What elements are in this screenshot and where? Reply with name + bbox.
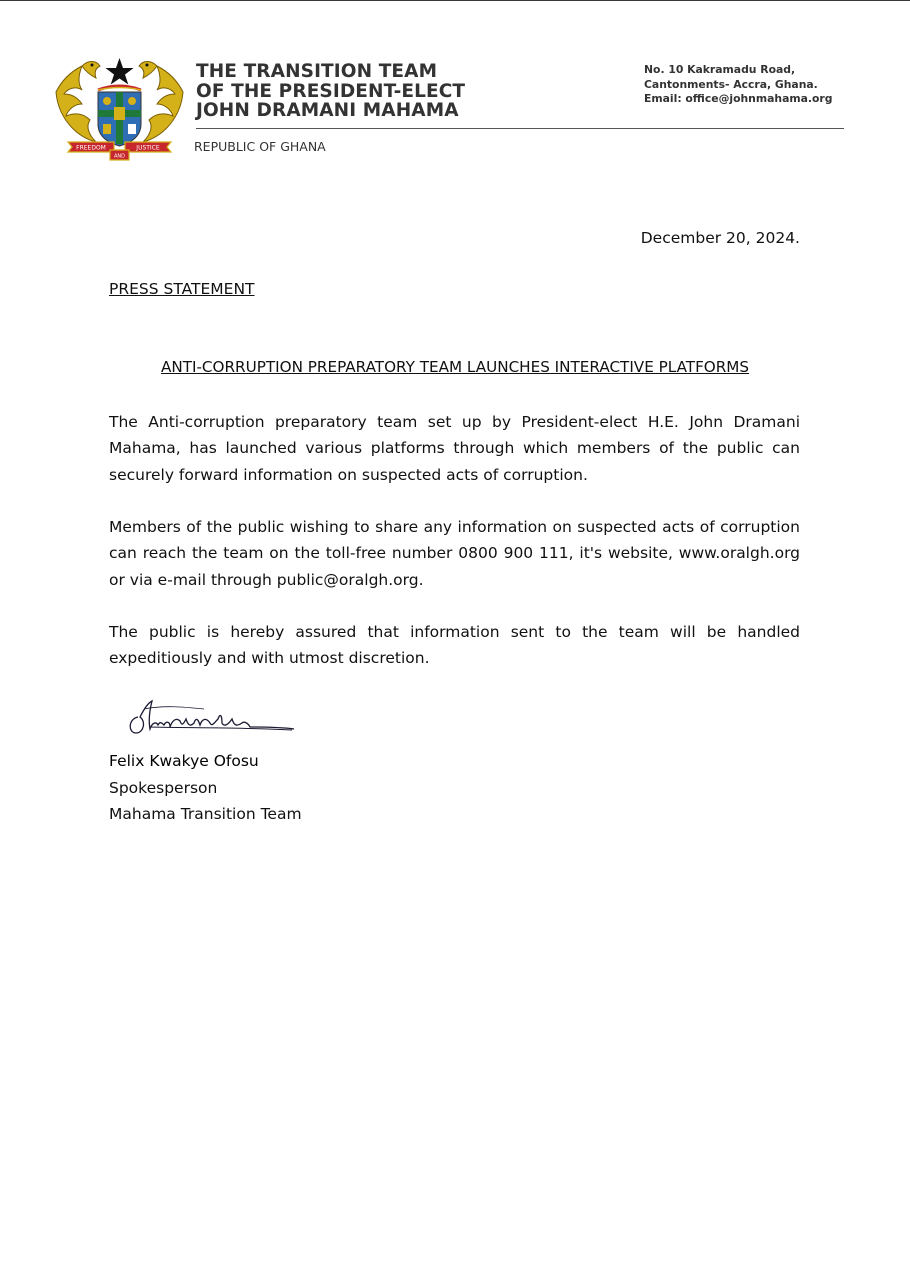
contact-text: Members of the public wishing to share any information on suspected acts of corruption can reach the team on the toll-free number — [109, 518, 800, 563]
black-star-icon — [106, 58, 134, 85]
motto-and: AND — [113, 153, 126, 160]
signatory-team: Mahama Transition Team — [109, 805, 302, 823]
shield-icon — [98, 92, 141, 146]
toll-free-number: 0800 900 111 — [458, 544, 569, 563]
org-title-line: THE TRANSITION TEAM — [196, 61, 438, 82]
top-border — [0, 0, 910, 1]
paragraph-contact — [109, 514, 800, 593]
address-line: No. 10 Kakramadu Road, — [644, 63, 796, 76]
email-link[interactable]: public@oralgh.org. — [276, 570, 424, 589]
signatory-name: Felix Kwakye Ofosu — [109, 752, 259, 770]
left-eagle-icon — [56, 62, 100, 143]
document-date: December 20, 2024. — [640, 229, 800, 247]
paragraph-assurance: The public is hereby assured that information sent to the team will be handled expeditiously and with utmost discretion. — [109, 623, 800, 668]
address-line: Cantonments- Accra, Ghana. — [644, 77, 818, 91]
organization-title — [196, 62, 465, 121]
header-divider — [196, 128, 844, 129]
motto-freedom: FREEDOM — [76, 144, 106, 152]
headline: ANTI-CORRUPTION PREPARATORY TEAM LAUNCHES INTERACTIVE PLATFORMS — [160, 358, 750, 376]
org-title-line: OF THE PRESIDENT-ELECT — [196, 80, 466, 102]
contact-text: or via e-mail through — [109, 570, 277, 589]
contact-text: , it's website, — [568, 544, 679, 563]
country-label: REPUBLIC OF GHANA — [194, 139, 326, 154]
motto-justice: JUSTICE — [136, 144, 160, 152]
press-statement-label: PRESS STATEMENT — [109, 280, 255, 298]
address-email: Email: office@johnmahama.org — [644, 92, 833, 105]
signatory-block — [109, 748, 302, 828]
handwritten-signature — [124, 697, 299, 743]
signatory-role: Spokesperson — [109, 778, 218, 797]
ghana-coat-of-arms-icon — [52, 50, 187, 165]
org-title-line: JOHN DRAMANI MAHAMA — [196, 100, 459, 121]
contact-address — [644, 63, 832, 107]
right-eagle-icon — [139, 62, 183, 143]
website-link[interactable]: www.oralgh.org — [678, 544, 801, 563]
paragraph-intro: The Anti-corruption preparatory team set up by President-elect H.E. John Dramani Mahama, has launched various platforms through which members of the public can securely forward information on suspected acts of corruption. — [109, 413, 800, 484]
